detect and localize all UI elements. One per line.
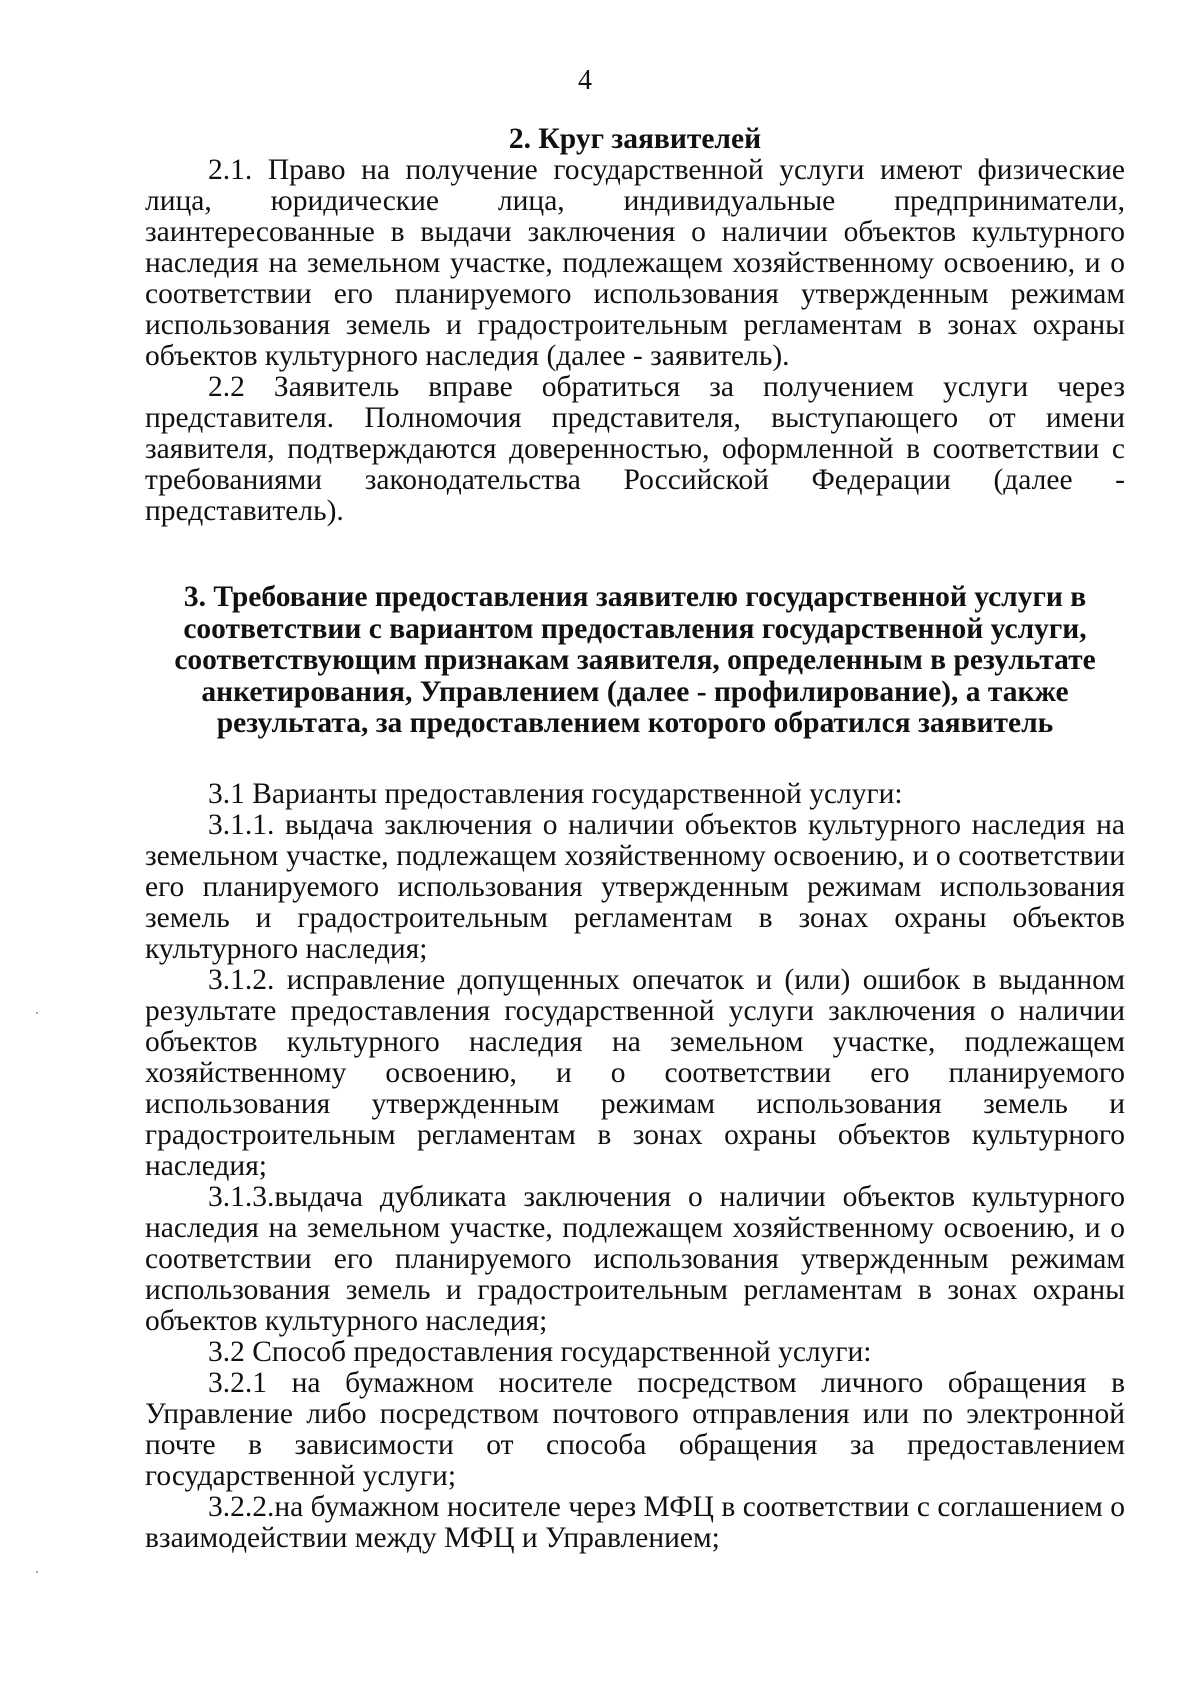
scan-speck xyxy=(36,1571,38,1573)
scan-speck xyxy=(36,1012,38,1014)
paragraph-2-2: 2.2 Заявитель вправе обратиться за получением услуги через представителя. Полномочия представителя, выступающего от имени заявителя, подтверждаются доверенностью, оформленной в соответствии с требованиями законодательства Российской Федерации (далее - представитель). xyxy=(145,371,1125,527)
paragraph-3-1-2: 3.1.2. исправление допущенных опечаток и (или) ошибок в выданном результате предоставления государственной услуги заключения о наличии объектов культурного наследия на земельном участке, подлежащем хозяйственному освоению, и о соответствии его планируемого использования утвержденным режимам использования земель и градостроительным регламентам в зонах охраны объектов культурного наследия; xyxy=(145,963,1125,1182)
paragraph-2-1: 2.1. Право на получение государственной услуги имеют физические лица, юридические лица, индивидуальные предприниматели, заинтересованные в выдачи заключения о наличии объектов культурного наследия на земельном участке, подлежащем хозяйственному освоению, и о соответствии его планируемого использования утвержденным режимам использования земель и градостроительным регламентам в зонах охраны объектов культурного наследия (далее - заявитель). xyxy=(145,154,1125,372)
section-3-heading-line: 3. Требование предоставления заявителю государственной услуги в xyxy=(183,581,1087,613)
paragraph-3-2: 3.2 Способ предоставления государственной услуги: xyxy=(208,1335,872,1368)
section-3-heading-line: соответствии с вариантом предоставления государственной услуги, xyxy=(183,612,1087,645)
section-3-heading xyxy=(145,582,1125,740)
section-3-heading-line: результата, за предоставлением которого обратился заявитель xyxy=(216,707,1054,739)
paragraph-3-1: 3.1 Варианты предоставления государственной услуги: xyxy=(208,777,903,810)
page-number: 4 xyxy=(578,65,592,96)
document-body xyxy=(145,124,1125,1554)
paragraph-3-2-1: 3.2.1 на бумажном носителе посредством личного обращения в Управление либо посредством почтового отправления или по электронной почте в зависимости от способа обращения за предоставлением государственной услуги; xyxy=(145,1366,1125,1492)
paragraph-3-2-2: 3.2.2.на бумажном носителе через МФЦ в соответствии с соглашением о взаимодействии между МФЦ и Управлением; xyxy=(145,1490,1125,1554)
paragraph-3-1-1: 3.1.1. выдача заключения о наличии объектов культурного наследия на земельном участке, подлежащем хозяйственному освоению, и о соответствии его планируемого использования утвержденным режимам использования земель и градостроительным регламентам в зонах охраны объектов культурного наследия; xyxy=(145,808,1125,965)
section-3-heading-line: соответствующим признакам заявителя, определенным в результате xyxy=(174,644,1096,676)
section-3-heading-line: анкетирования, Управлением (далее - профилирование), а также xyxy=(201,675,1069,708)
section-2-heading: 2. Круг заявителей xyxy=(508,123,762,155)
paragraph-3-1-3: 3.1.3.выдача дубликата заключения о наличии объектов культурного наследия на земельном участке, подлежащем хозяйственному освоению, и о соответствии его планируемого использования утвержденным режимам использования земель и градостроительным регламентам в зонах охраны объектов культурного наследия; xyxy=(145,1180,1125,1337)
